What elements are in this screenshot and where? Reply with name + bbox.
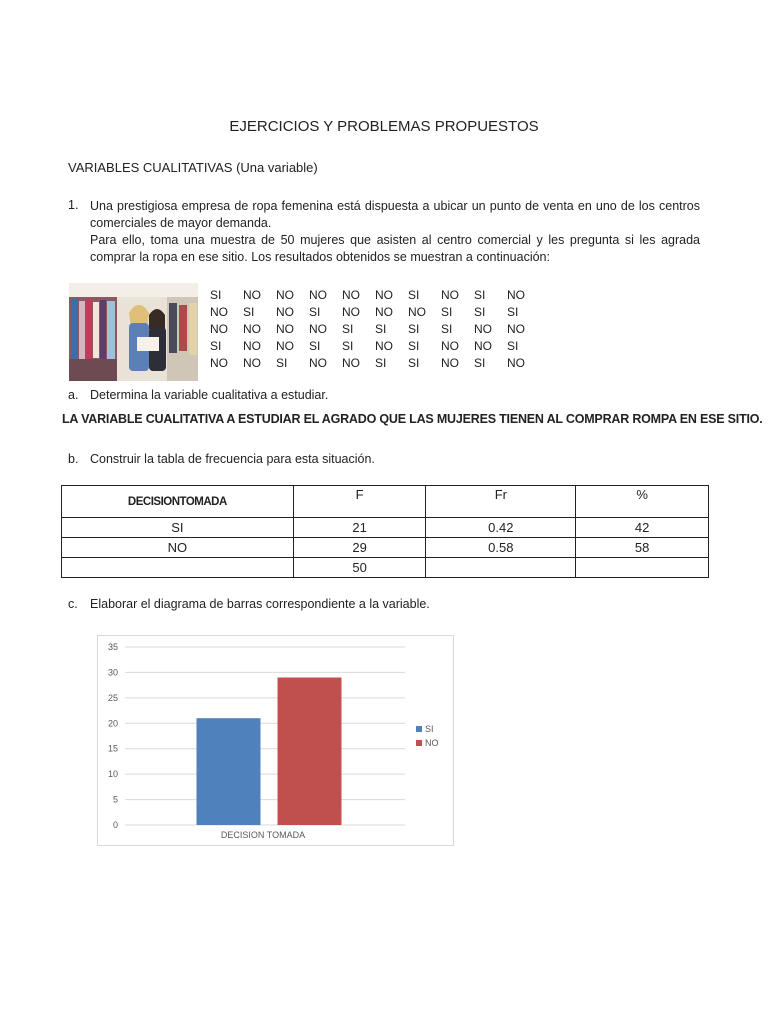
response-cell: SI <box>408 287 420 302</box>
question-b-text: Construir la tabla de frecuencia para esta situación. <box>90 452 375 466</box>
table-total-row <box>62 558 709 578</box>
response-cell: NO <box>408 304 426 319</box>
table-cell: 29 <box>293 538 426 558</box>
response-cell: NO <box>507 321 525 336</box>
header-cell: Fr <box>426 486 576 518</box>
table-cell: 21 <box>293 518 426 538</box>
response-cell: NO <box>309 321 327 336</box>
response-cell: SI <box>375 321 387 336</box>
y-tick-label: 0 <box>112 820 118 830</box>
response-cell: SI <box>474 304 486 319</box>
response-cell: SI <box>309 304 321 319</box>
problem-number: 1. <box>68 198 79 212</box>
table-cell <box>576 558 709 578</box>
response-cell: NO <box>309 287 327 302</box>
response-cell: NO <box>507 287 525 302</box>
response-cell: SI <box>309 338 321 353</box>
response-cell: SI <box>342 321 354 336</box>
responses-row <box>210 337 540 354</box>
response-cell: NO <box>309 355 327 370</box>
table-cell: 50 <box>293 558 426 578</box>
responses-row <box>210 320 540 337</box>
bar-chart-svg <box>98 636 453 845</box>
table-cell <box>62 558 294 578</box>
response-cell: NO <box>474 321 492 336</box>
response-cell: SI <box>342 338 354 353</box>
response-cell: NO <box>243 321 261 336</box>
y-tick-label: 15 <box>107 743 118 754</box>
question-a-text: Determina la variable cualitativa a estudiar. <box>90 388 329 402</box>
response-cell: NO <box>375 287 393 302</box>
table-cell: 58 <box>576 538 709 558</box>
legend-label: SI <box>425 724 434 734</box>
response-cell: NO <box>375 304 393 319</box>
y-tick-label: 20 <box>107 718 118 729</box>
response-cell: NO <box>507 355 525 370</box>
responses-row <box>210 286 540 303</box>
response-cell: NO <box>243 287 261 302</box>
problem-statement <box>90 198 700 266</box>
table-row <box>62 518 709 538</box>
table-cell <box>426 558 576 578</box>
table-row <box>62 538 709 558</box>
y-tick-label: 5 <box>112 794 118 805</box>
response-cell: NO <box>276 304 294 319</box>
responses-row <box>210 303 540 320</box>
response-cell: NO <box>342 287 360 302</box>
response-cell: NO <box>276 287 294 302</box>
response-cell: SI <box>441 321 453 336</box>
y-tick-label: 35 <box>107 642 118 652</box>
response-cell: NO <box>342 304 360 319</box>
response-cell: NO <box>210 355 228 370</box>
response-cell: NO <box>243 355 261 370</box>
response-cell: NO <box>243 338 261 353</box>
response-cell: SI <box>210 287 222 302</box>
response-cell: SI <box>210 338 222 353</box>
header-cell: DECISIONTOMADA <box>62 486 294 518</box>
response-cell: SI <box>375 355 387 370</box>
response-cell: SI <box>507 304 519 319</box>
response-cell: SI <box>408 338 420 353</box>
table-cell: SI <box>62 518 294 538</box>
response-cell: NO <box>441 287 459 302</box>
section-heading: VARIABLES CUALITATIVAS (Una variable) <box>68 160 318 175</box>
bar-chart <box>97 635 454 846</box>
response-cell: SI <box>408 321 420 336</box>
response-cell: NO <box>441 355 459 370</box>
legend-swatch <box>416 726 422 732</box>
response-cell: SI <box>276 355 288 370</box>
y-tick-label: 10 <box>107 769 118 780</box>
response-cell: SI <box>474 355 486 370</box>
response-cell: NO <box>375 338 393 353</box>
response-cell: NO <box>474 338 492 353</box>
response-cell: SI <box>474 287 486 302</box>
response-cell: NO <box>210 321 228 336</box>
legend-swatch <box>416 740 422 746</box>
question-c-text: Elaborar el diagrama de barras correspondiente a la variable. <box>90 597 430 611</box>
response-cell: SI <box>243 304 255 319</box>
response-cell: NO <box>276 321 294 336</box>
question-c-letter: c. <box>68 597 78 611</box>
response-cell: NO <box>441 338 459 353</box>
y-tick-label: 25 <box>107 692 118 703</box>
table-cell: NO <box>62 538 294 558</box>
bar-si <box>197 718 261 825</box>
page-title: EJERCICIOS Y PROBLEMAS PROPUESTOS <box>229 118 539 135</box>
table-cell: 0.58 <box>426 538 576 558</box>
store-photo <box>69 283 198 381</box>
responses-row <box>210 354 540 371</box>
table-header-row <box>62 486 709 518</box>
legend-label: NO <box>425 738 439 748</box>
bar-no <box>278 678 342 825</box>
problem-paragraph-1: Una prestigiosa empresa de ropa femenina está dispuesta a ubicar un punto de venta en uno de los centros comerciales de mayor demanda. <box>90 199 700 230</box>
answer-a: LA VARIABLE CUALITATIVA A ESTUDIAR EL AGRADO QUE LAS MUJERES TIENEN AL COMPRAR ROMPA EN ESE SITIO. <box>62 412 763 426</box>
response-cell: SI <box>408 355 420 370</box>
frequency-table <box>61 485 709 578</box>
problem-paragraph-2: Para ello, toma una muestra de 50 mujeres que asisten al centro comercial y les pregunta si les agrada comprar la ropa en ese sitio. Los resultados obtenidos se muestran a continuación: <box>90 233 700 264</box>
response-cell: SI <box>441 304 453 319</box>
header-cell: F <box>293 486 426 518</box>
response-cell: NO <box>276 338 294 353</box>
response-cell: NO <box>210 304 228 319</box>
table-cell: 42 <box>576 518 709 538</box>
response-cell: SI <box>507 338 519 353</box>
response-cell: NO <box>342 355 360 370</box>
x-category-label: DECISION TOMADA <box>220 830 306 840</box>
y-tick-label: 30 <box>107 667 118 678</box>
question-b-letter: b. <box>68 452 79 466</box>
header-cell: % <box>576 486 709 518</box>
table-cell: 0.42 <box>426 518 576 538</box>
question-a-letter: a. <box>68 388 79 402</box>
responses-grid <box>210 286 540 371</box>
